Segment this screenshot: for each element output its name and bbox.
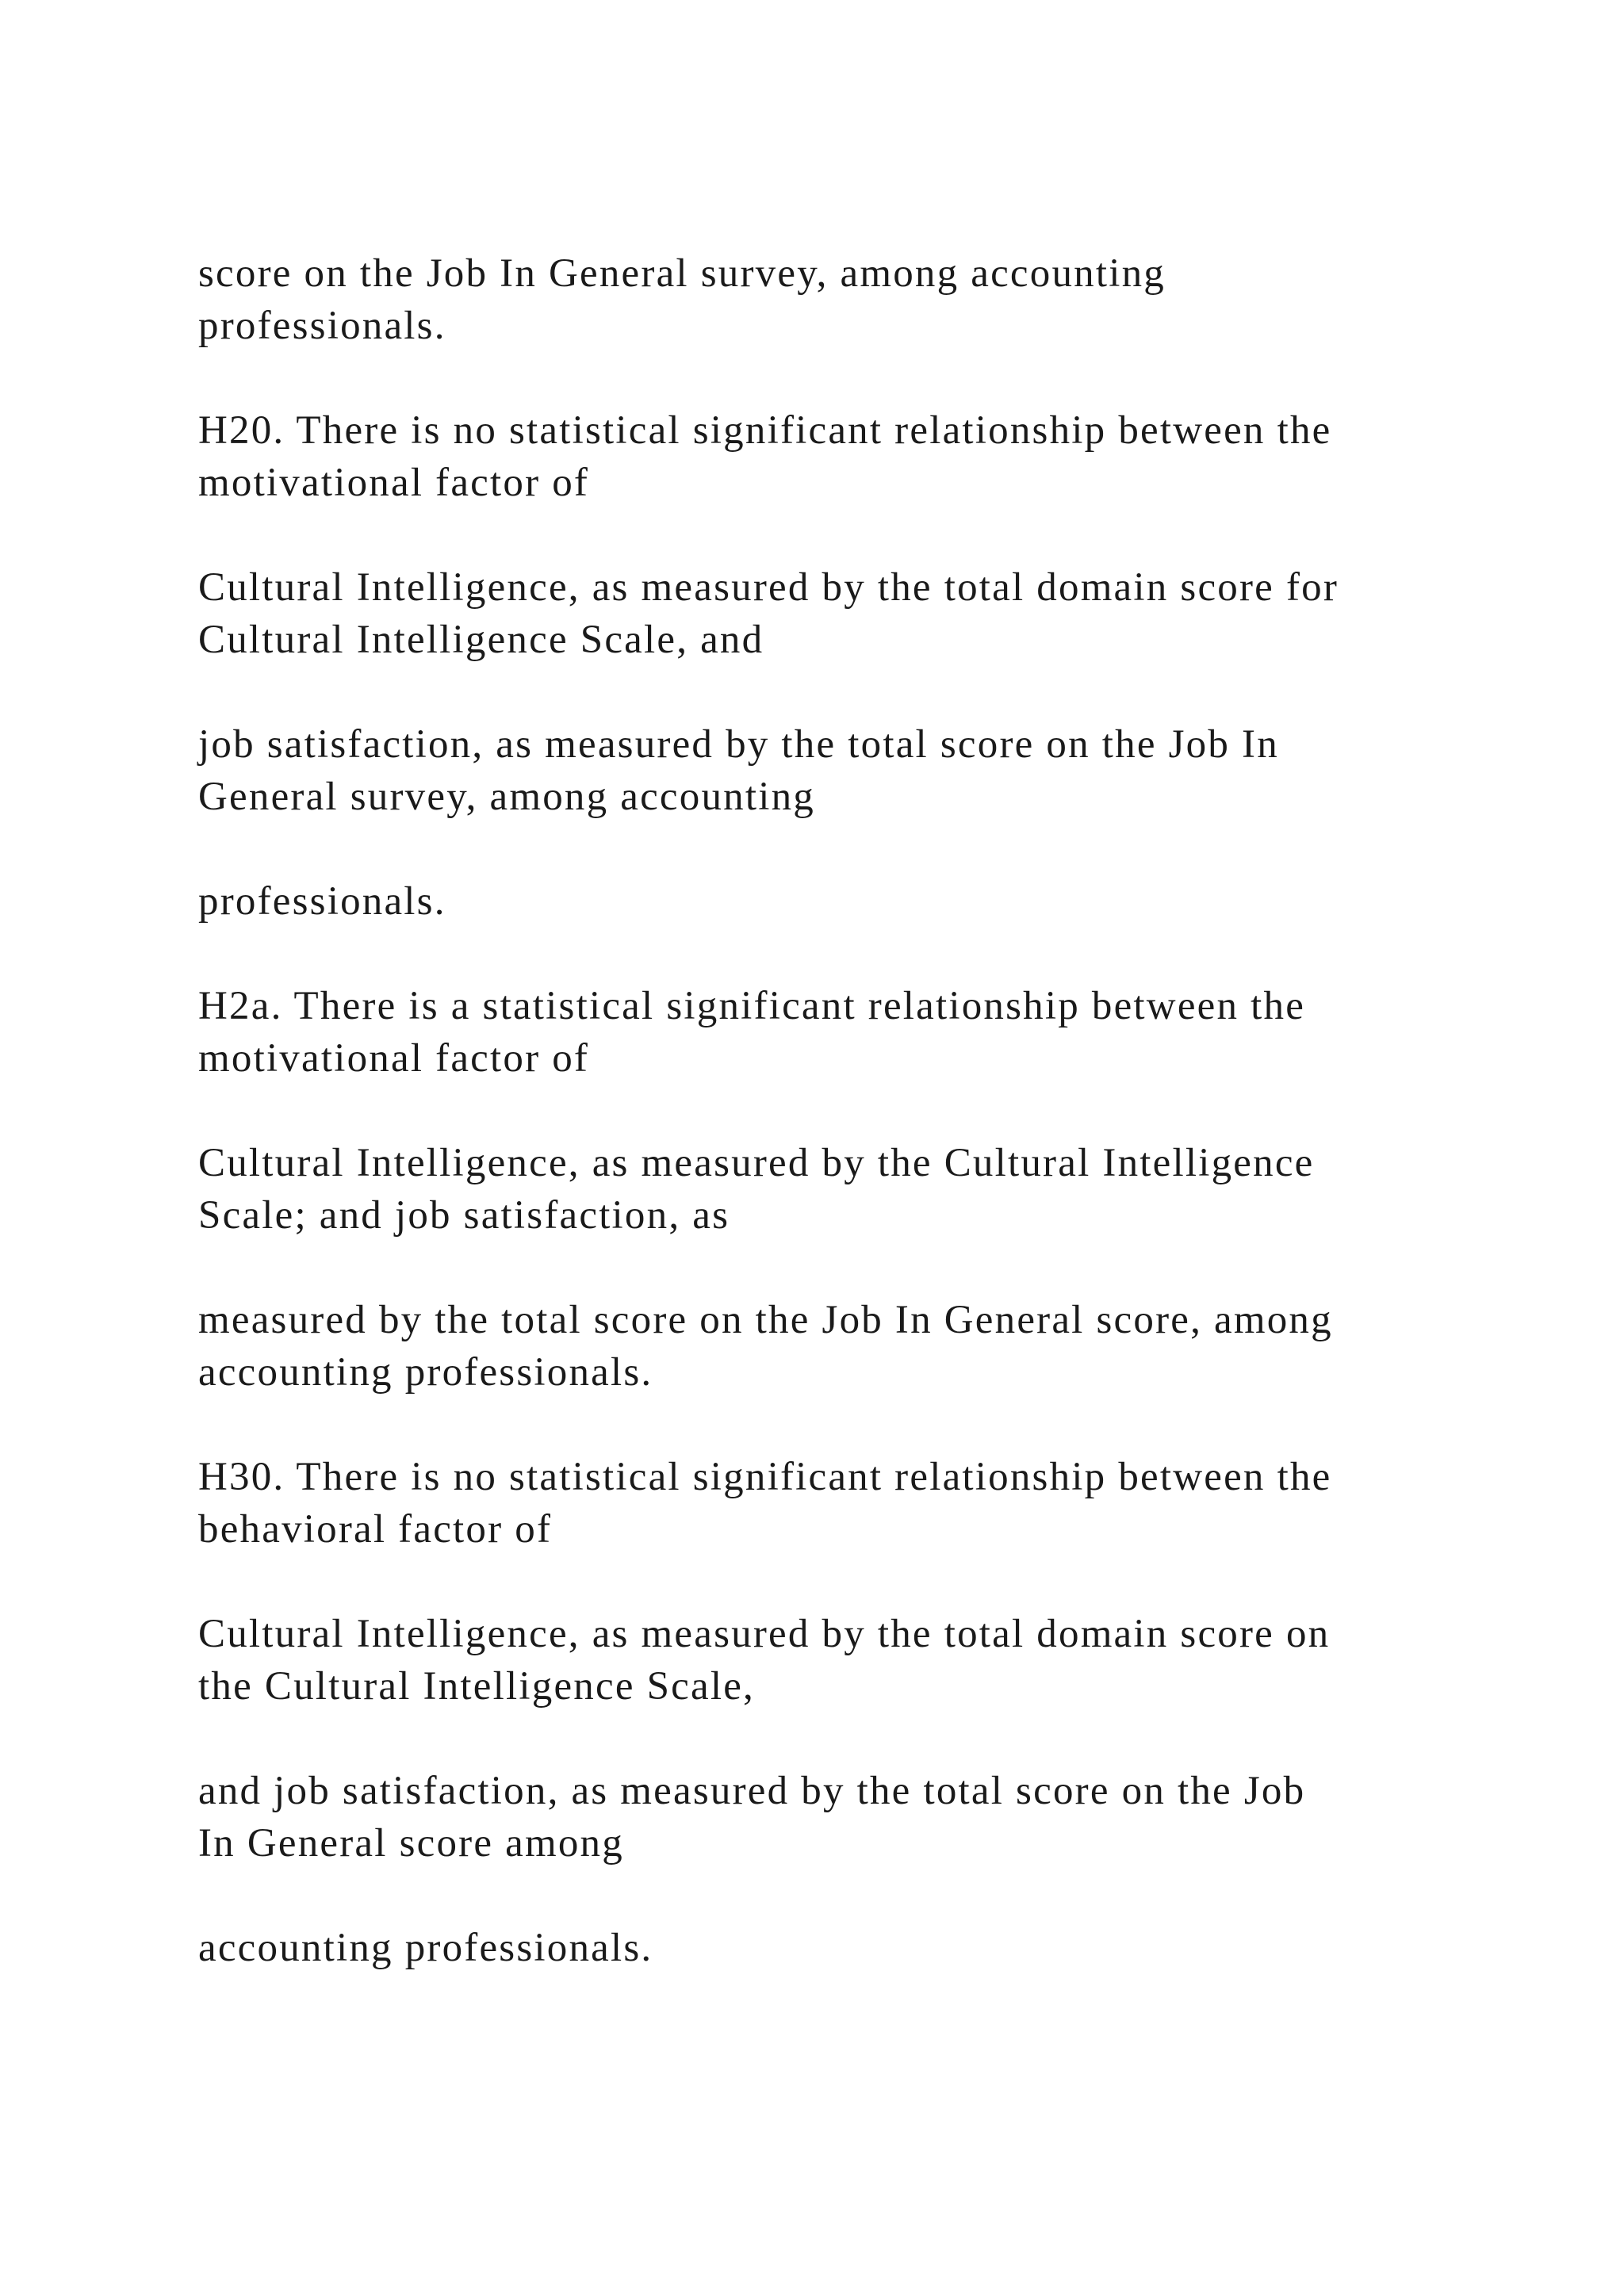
- paragraph: [198, 875, 1515, 928]
- text-line: Scale; and job satisfaction, as: [198, 1193, 730, 1238]
- text-line: score on the Job In General survey, among accounting: [198, 251, 1166, 296]
- text-line: H30. There is no statistical significant relationship between the: [198, 1455, 1332, 1499]
- hypothesis-h30-paragraph: [198, 1451, 1515, 1556]
- paragraph: [198, 1922, 1515, 1974]
- text-line: accounting professionals.: [198, 1926, 653, 1970]
- paragraph: [198, 561, 1515, 666]
- text-line: H2a. There is a statistical significant relationship between the: [198, 984, 1306, 1028]
- paragraph: [198, 1294, 1515, 1399]
- hypothesis-h2a-paragraph: [198, 980, 1515, 1085]
- paragraph: [198, 1137, 1515, 1242]
- text-line: Cultural Intelligence, as measured by the Cultural Intelligence: [198, 1141, 1315, 1185]
- text-line: motivational factor of: [198, 1036, 590, 1081]
- text-line: motivational factor of: [198, 461, 590, 505]
- text-line: and job satisfaction, as measured by the total score on the Job: [198, 1769, 1306, 1813]
- text-line: professionals.: [198, 879, 446, 924]
- paragraph: [198, 718, 1515, 823]
- text-line: behavioral factor of: [198, 1507, 553, 1552]
- hypothesis-h20-paragraph: [198, 404, 1515, 509]
- text-line: measured by the total score on the Job In General score, among: [198, 1298, 1333, 1342]
- document-body: [198, 247, 1515, 2026]
- paragraph: [198, 247, 1515, 352]
- text-line: Cultural Intelligence, as measured by the total domain score on: [198, 1612, 1331, 1656]
- text-line: Cultural Intelligence, as measured by the total domain score for: [198, 565, 1339, 610]
- text-line: Cultural Intelligence Scale, and: [198, 618, 764, 662]
- text-line: job satisfaction, as measured by the total score on the Job In: [198, 722, 1279, 767]
- text-line: In General score among: [198, 1821, 624, 1866]
- paragraph: [198, 1608, 1515, 1712]
- text-line: the Cultural Intelligence Scale,: [198, 1664, 755, 1709]
- text-line: accounting professionals.: [198, 1350, 653, 1395]
- text-line: professionals.: [198, 304, 446, 348]
- paragraph: [198, 1765, 1515, 1869]
- text-line: H20. There is no statistical significant relationship between the: [198, 408, 1332, 453]
- text-line: General survey, among accounting: [198, 775, 815, 819]
